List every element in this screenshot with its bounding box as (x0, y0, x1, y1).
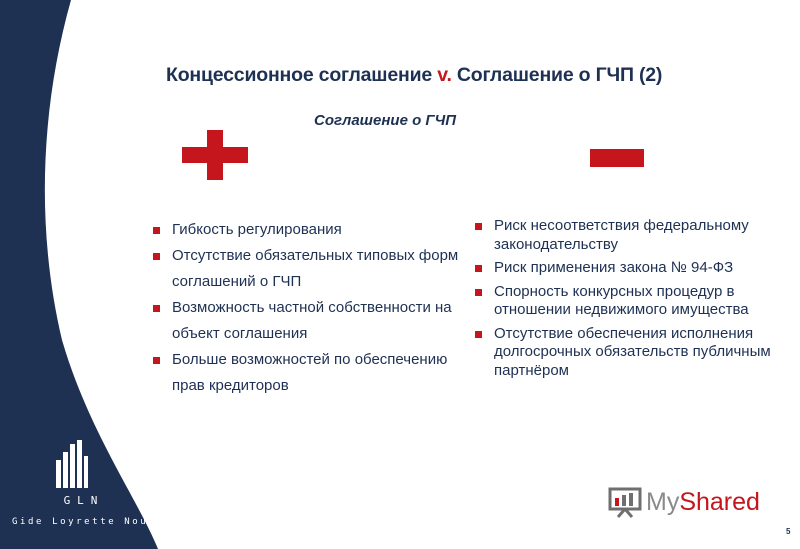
bullet-square-icon (475, 289, 482, 296)
bullet-square-icon (153, 357, 160, 364)
bullet-square-icon (153, 305, 160, 312)
list-item (150, 295, 470, 347)
bullet-square-icon (475, 265, 482, 272)
slide-title (166, 64, 766, 87)
pros-list (150, 217, 470, 399)
logo-monogram: GLN (63, 494, 105, 507)
con-text: Спорность конкурсных процедур в отношении недвижимого имущества (494, 282, 749, 318)
title-part-2: Соглашение о ГЧП (2) (451, 64, 663, 86)
bullet-square-icon (153, 227, 160, 234)
gln-bars-icon (55, 440, 89, 488)
list-item (472, 217, 792, 254)
con-text: Отсутствие обеспечения исполнения долгосрочных обязательств публичным партнёром (494, 324, 771, 379)
firm-logo (0, 440, 165, 540)
title-part-1: Концессионное соглашение (166, 64, 438, 86)
title-versus: v. (437, 64, 452, 86)
watermark-suffix: Shared (679, 488, 760, 516)
watermark (608, 484, 768, 520)
pro-text: Гибкость регулирования (172, 221, 342, 238)
watermark-text (646, 488, 760, 517)
presentation-board-icon (608, 486, 642, 518)
cons-list (472, 217, 792, 385)
list-item (150, 217, 470, 243)
watermark-prefix: My (646, 488, 680, 516)
bullet-square-icon (153, 253, 160, 260)
pro-text: Отсутствие обязательных типовых форм соглашений о ГЧП (172, 247, 459, 290)
list-item (472, 325, 792, 381)
pro-text: Больше возможностей по обеспечению прав кредиторов (172, 351, 448, 394)
bullet-square-icon (475, 223, 482, 230)
list-item (472, 283, 792, 320)
minus-icon (590, 149, 644, 167)
slide-subtitle: Соглашение о ГЧП (314, 112, 457, 129)
list-item (150, 243, 470, 295)
list-item (150, 347, 470, 399)
con-text: Риск несоответствия федеральному законодательству (494, 217, 749, 253)
list-item (472, 259, 792, 278)
pro-text: Возможность частной собственности на объект соглашения (172, 299, 452, 342)
con-text: Риск применения закона № 94-ФЗ (494, 259, 734, 276)
logo-firm-name: Gide Loyrette Nouel (12, 517, 165, 527)
plus-icon (182, 130, 248, 180)
page-number: 5 (786, 527, 791, 536)
bullet-square-icon (475, 331, 482, 338)
